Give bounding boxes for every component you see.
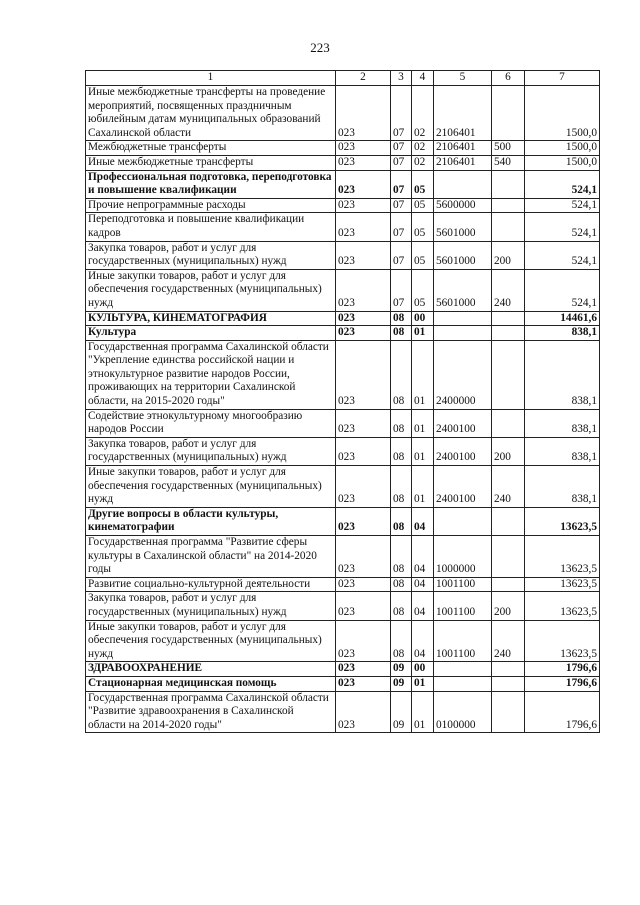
expense-type-cell xyxy=(492,340,525,409)
amount-cell: 13623,5 xyxy=(525,620,600,662)
table-row xyxy=(86,466,600,508)
target-article-cell: 1001100 xyxy=(434,577,492,592)
column-header: 3 xyxy=(391,71,412,86)
target-article-cell: 1001100 xyxy=(434,620,492,662)
subsection-cell: 02 xyxy=(412,155,434,170)
code-cell: 023 xyxy=(336,155,391,170)
item-name-cell: Государственная программа Сахалинской области "Развитие здравоохранения в Сахалинской области на 2014-2020 годы" xyxy=(86,691,336,733)
expense-type-cell xyxy=(492,536,525,578)
expense-type-cell xyxy=(492,311,525,326)
table-row xyxy=(86,691,600,733)
target-article-cell xyxy=(434,662,492,677)
amount-cell: 524,1 xyxy=(525,241,600,269)
expense-type-cell xyxy=(492,577,525,592)
subsection-cell: 01 xyxy=(412,676,434,691)
code-cell: 023 xyxy=(336,311,391,326)
table-row xyxy=(86,507,600,535)
expense-type-cell xyxy=(492,86,525,141)
table-row xyxy=(86,311,600,326)
item-name-cell: Другие вопросы в области культуры, кинематографии xyxy=(86,507,336,535)
item-name-cell: Закупка товаров, работ и услуг для государственных (муниципальных) нужд xyxy=(86,437,336,465)
expense-type-cell xyxy=(492,691,525,733)
expense-type-cell: 500 xyxy=(492,141,525,156)
table-header-row xyxy=(86,71,600,86)
section-cell: 08 xyxy=(391,592,412,620)
section-cell: 08 xyxy=(391,311,412,326)
code-cell: 023 xyxy=(336,241,391,269)
code-cell: 023 xyxy=(336,507,391,535)
expense-type-cell xyxy=(492,170,525,198)
amount-cell: 14461,6 xyxy=(525,311,600,326)
item-name-cell: Иные межбюджетные трансферты xyxy=(86,155,336,170)
section-cell: 07 xyxy=(391,141,412,156)
subsection-cell: 01 xyxy=(412,340,434,409)
subsection-cell: 00 xyxy=(412,311,434,326)
table-row xyxy=(86,662,600,677)
section-cell: 09 xyxy=(391,691,412,733)
item-name-cell: Профессиональная подготовка, переподготовка и повышение квалификации xyxy=(86,170,336,198)
item-name-cell: Иные закупки товаров, работ и услуг для обеспечения государственных (муниципальных) нужд xyxy=(86,269,336,311)
subsection-cell: 01 xyxy=(412,437,434,465)
code-cell: 023 xyxy=(336,86,391,141)
subsection-cell: 05 xyxy=(412,241,434,269)
page-number: 223 xyxy=(310,40,330,55)
table-row xyxy=(86,86,600,141)
amount-cell: 524,1 xyxy=(525,269,600,311)
code-cell: 023 xyxy=(336,577,391,592)
target-article-cell: 5601000 xyxy=(434,241,492,269)
code-cell: 023 xyxy=(336,409,391,437)
expense-type-cell: 200 xyxy=(492,592,525,620)
amount-cell: 1796,6 xyxy=(525,691,600,733)
table-row xyxy=(86,326,600,341)
column-header: 7 xyxy=(525,71,600,86)
item-name-cell: Стационарная медицинская помощь xyxy=(86,676,336,691)
section-cell: 08 xyxy=(391,620,412,662)
item-name-cell: Государственная программа "Развитие сферы культуры в Сахалинской области" на 2014-2020 годы xyxy=(86,536,336,578)
section-cell: 09 xyxy=(391,676,412,691)
item-name-cell: Государственная программа Сахалинской области "Укрепление единства российской нации и этнокультурное развитие народов России, проживающих на территории Сахалинской области, на 2015-2020 годы" xyxy=(86,340,336,409)
amount-cell: 13623,5 xyxy=(525,507,600,535)
table-row xyxy=(86,536,600,578)
code-cell: 023 xyxy=(336,662,391,677)
column-header: 1 xyxy=(86,71,336,86)
item-name-cell: КУЛЬТУРА, КИНЕМАТОГРАФИЯ xyxy=(86,311,336,326)
code-cell: 023 xyxy=(336,691,391,733)
code-cell: 023 xyxy=(336,269,391,311)
column-header: 2 xyxy=(336,71,391,86)
amount-cell: 1500,0 xyxy=(525,86,600,141)
target-article-cell: 5601000 xyxy=(434,269,492,311)
expense-type-cell: 540 xyxy=(492,155,525,170)
subsection-cell: 01 xyxy=(412,326,434,341)
expense-type-cell xyxy=(492,507,525,535)
amount-cell: 524,1 xyxy=(525,198,600,213)
amount-cell: 1500,0 xyxy=(525,141,600,156)
item-name-cell: Закупка товаров, работ и услуг для государственных (муниципальных) нужд xyxy=(86,592,336,620)
column-header: 6 xyxy=(492,71,525,86)
amount-cell: 13623,5 xyxy=(525,577,600,592)
target-article-cell: 2400000 xyxy=(434,340,492,409)
target-article-cell: 2400100 xyxy=(434,466,492,508)
subsection-cell: 04 xyxy=(412,536,434,578)
code-cell: 023 xyxy=(336,592,391,620)
expense-type-cell xyxy=(492,213,525,241)
item-name-cell: Иные закупки товаров, работ и услуг для обеспечения государственных (муниципальных) нужд xyxy=(86,620,336,662)
table-row xyxy=(86,198,600,213)
item-name-cell: Иные закупки товаров, работ и услуг для обеспечения государственных (муниципальных) нужд xyxy=(86,466,336,508)
expense-type-cell: 240 xyxy=(492,466,525,508)
section-cell: 09 xyxy=(391,662,412,677)
expense-type-cell xyxy=(492,662,525,677)
column-header: 5 xyxy=(434,71,492,86)
section-cell: 08 xyxy=(391,536,412,578)
table-row xyxy=(86,170,600,198)
section-cell: 08 xyxy=(391,577,412,592)
table-row xyxy=(86,437,600,465)
item-name-cell: Иные межбюджетные трансферты на проведение мероприятий, посвященных праздничным юбилейным датам муниципальных образований Сахалинской области xyxy=(86,86,336,141)
table-row xyxy=(86,241,600,269)
code-cell: 023 xyxy=(336,326,391,341)
code-cell: 023 xyxy=(336,213,391,241)
code-cell: 023 xyxy=(336,141,391,156)
table-row xyxy=(86,577,600,592)
subsection-cell: 05 xyxy=(412,198,434,213)
subsection-cell: 05 xyxy=(412,170,434,198)
section-cell: 07 xyxy=(391,155,412,170)
amount-cell: 838,1 xyxy=(525,437,600,465)
item-name-cell: Развитие социально-культурной деятельности xyxy=(86,577,336,592)
target-article-cell: 5601000 xyxy=(434,213,492,241)
section-cell: 08 xyxy=(391,466,412,508)
amount-cell: 1796,6 xyxy=(525,676,600,691)
target-article-cell xyxy=(434,170,492,198)
target-article-cell: 2400100 xyxy=(434,409,492,437)
target-article-cell: 0100000 xyxy=(434,691,492,733)
budget-table xyxy=(85,70,600,733)
target-article-cell xyxy=(434,326,492,341)
amount-cell: 1500,0 xyxy=(525,155,600,170)
target-article-cell xyxy=(434,311,492,326)
code-cell: 023 xyxy=(336,466,391,508)
section-cell: 08 xyxy=(391,340,412,409)
code-cell: 023 xyxy=(336,198,391,213)
amount-cell: 838,1 xyxy=(525,340,600,409)
subsection-cell: 04 xyxy=(412,620,434,662)
section-cell: 08 xyxy=(391,507,412,535)
subsection-cell: 01 xyxy=(412,409,434,437)
subsection-cell: 04 xyxy=(412,592,434,620)
subsection-cell: 05 xyxy=(412,269,434,311)
section-cell: 07 xyxy=(391,269,412,311)
section-cell: 07 xyxy=(391,170,412,198)
amount-cell: 838,1 xyxy=(525,466,600,508)
section-cell: 07 xyxy=(391,198,412,213)
section-cell: 08 xyxy=(391,409,412,437)
target-article-cell xyxy=(434,507,492,535)
expense-type-cell: 240 xyxy=(492,620,525,662)
item-name-cell: Прочие непрограммные расходы xyxy=(86,198,336,213)
item-name-cell: Межбюджетные трансферты xyxy=(86,141,336,156)
subsection-cell: 01 xyxy=(412,691,434,733)
subsection-cell: 04 xyxy=(412,577,434,592)
expense-type-cell xyxy=(492,409,525,437)
subsection-cell: 00 xyxy=(412,662,434,677)
table-row xyxy=(86,592,600,620)
target-article-cell: 2106401 xyxy=(434,86,492,141)
code-cell: 023 xyxy=(336,620,391,662)
code-cell: 023 xyxy=(336,536,391,578)
table-row xyxy=(86,141,600,156)
item-name-cell: Переподготовка и повышение квалификации кадров xyxy=(86,213,336,241)
section-cell: 07 xyxy=(391,241,412,269)
item-name-cell: Закупка товаров, работ и услуг для государственных (муниципальных) нужд xyxy=(86,241,336,269)
amount-cell: 838,1 xyxy=(525,409,600,437)
code-cell: 023 xyxy=(336,340,391,409)
table-row xyxy=(86,340,600,409)
target-article-cell: 5600000 xyxy=(434,198,492,213)
amount-cell: 524,1 xyxy=(525,170,600,198)
table-row xyxy=(86,269,600,311)
subsection-cell: 02 xyxy=(412,141,434,156)
amount-cell: 13623,5 xyxy=(525,592,600,620)
amount-cell: 524,1 xyxy=(525,213,600,241)
table-row xyxy=(86,155,600,170)
target-article-cell: 2106401 xyxy=(434,141,492,156)
section-cell: 08 xyxy=(391,326,412,341)
target-article-cell: 1001100 xyxy=(434,592,492,620)
target-article-cell xyxy=(434,676,492,691)
subsection-cell: 02 xyxy=(412,86,434,141)
table-row xyxy=(86,676,600,691)
section-cell: 07 xyxy=(391,213,412,241)
expense-type-cell xyxy=(492,676,525,691)
subsection-cell: 01 xyxy=(412,466,434,508)
section-cell: 07 xyxy=(391,86,412,141)
table-row xyxy=(86,409,600,437)
table-row xyxy=(86,213,600,241)
expense-type-cell: 200 xyxy=(492,437,525,465)
amount-cell: 13623,5 xyxy=(525,536,600,578)
subsection-cell: 05 xyxy=(412,213,434,241)
expense-type-cell: 240 xyxy=(492,269,525,311)
amount-cell: 1796,6 xyxy=(525,662,600,677)
table-row xyxy=(86,620,600,662)
expense-type-cell xyxy=(492,198,525,213)
code-cell: 023 xyxy=(336,437,391,465)
expense-type-cell xyxy=(492,326,525,341)
code-cell: 023 xyxy=(336,170,391,198)
expense-type-cell: 200 xyxy=(492,241,525,269)
section-cell: 08 xyxy=(391,437,412,465)
code-cell: 023 xyxy=(336,676,391,691)
column-header: 4 xyxy=(412,71,434,86)
target-article-cell: 2400100 xyxy=(434,437,492,465)
amount-cell: 838,1 xyxy=(525,326,600,341)
target-article-cell: 2106401 xyxy=(434,155,492,170)
item-name-cell: Содействие этнокультурному многообразию народов России xyxy=(86,409,336,437)
subsection-cell: 04 xyxy=(412,507,434,535)
item-name-cell: ЗДРАВООХРАНЕНИЕ xyxy=(86,662,336,677)
item-name-cell: Культура xyxy=(86,326,336,341)
target-article-cell: 1000000 xyxy=(434,536,492,578)
